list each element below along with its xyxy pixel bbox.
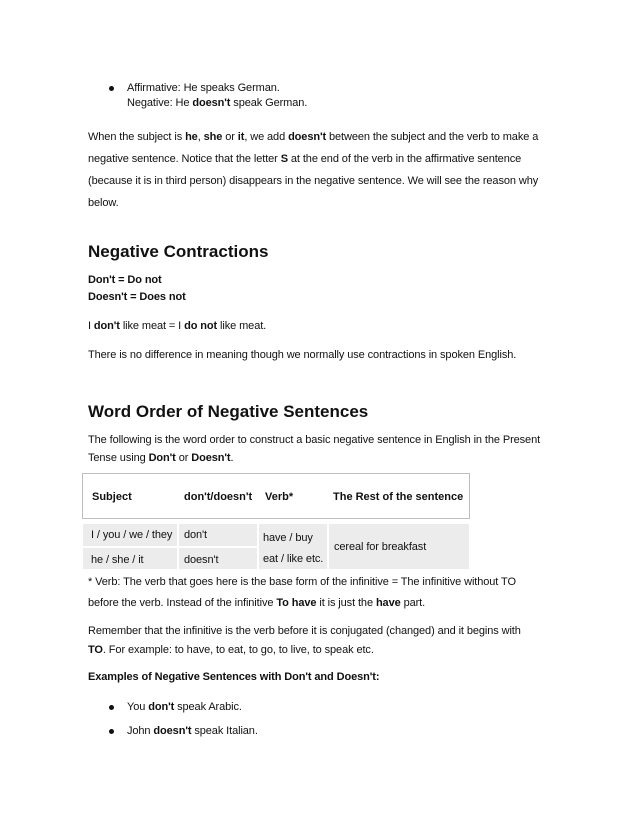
cell-text: he / she / it: [91, 554, 144, 566]
text-run: or: [175, 452, 192, 464]
cell-text: doesn't: [184, 554, 219, 566]
intro-line-2: [88, 152, 521, 166]
word-order-table: [82, 473, 470, 570]
bold-run: Doesn't: [191, 452, 231, 464]
example-item-2: [127, 724, 258, 738]
cell-text: cereal for breakfast: [334, 541, 427, 553]
examples-heading: Examples of Negative Sentences with Don't and Doesn't:: [88, 671, 380, 683]
cell-aux-1: [178, 523, 258, 547]
cell-aux-2: [178, 547, 258, 570]
text-run: Negative: He: [127, 97, 193, 109]
text-run: speak Arabic.: [174, 701, 242, 713]
intro-line-4: below.: [88, 197, 119, 209]
bullet-icon: [109, 705, 114, 710]
remember-line-1: Remember that the infinitive is the verb before it is conjugated (changed) and it begins with: [88, 625, 521, 637]
text-run: it is just the: [316, 597, 376, 609]
bold-run: have: [375, 597, 401, 609]
bold-run: doesn't: [192, 97, 231, 109]
text-run: John: [127, 725, 154, 737]
negative-example: [127, 96, 307, 110]
text-run: part.: [400, 597, 426, 609]
bold-run: it: [237, 131, 245, 143]
bold-run: doesn't: [288, 131, 327, 143]
doesnt-contraction: Doesn't = Does not: [88, 291, 186, 303]
bold-run: doesn't: [153, 725, 192, 737]
word-order-heading: Word Order of Negative Sentences: [88, 402, 369, 421]
cell-text: have / buy: [263, 532, 313, 544]
cell-text: I / you / we / they: [91, 529, 173, 541]
dont-contraction: Don't = Do not: [88, 274, 162, 286]
text-run: negative sentence. Notice that the letter: [88, 153, 281, 165]
remember-line-2: [88, 643, 374, 657]
bullet-icon: [109, 86, 114, 91]
bold-run: Don't: [148, 452, 176, 464]
text-run: between the subject and the verb to make a: [326, 131, 539, 143]
bold-run: don't: [93, 320, 120, 332]
intro-line-1: [88, 130, 538, 144]
word-order-line-2: [88, 451, 233, 465]
bold-run: do not: [184, 320, 218, 332]
text-run: or: [222, 131, 238, 143]
cell-text: eat / like etc.: [263, 553, 324, 565]
cell-subject-2: [82, 547, 178, 570]
text-run: . For example: to have, to eat, to go, to live, to speak etc.: [102, 644, 374, 656]
text-run: at the end of the verb in the affirmative sentence: [287, 153, 522, 165]
word-order-line-1: The following is the word order to construct a basic negative sentence in English in the Present: [88, 434, 541, 446]
text-run: speak Italian.: [191, 725, 258, 737]
text-run: before the verb. Instead of the infinitive: [88, 597, 277, 609]
verb-note-line-2: [88, 596, 425, 610]
text-run: like meat = I: [119, 320, 185, 332]
header-rest: The Rest of the sentence: [333, 491, 464, 503]
intro-line-3: (because it is in third person) disappears in the negative sentence. We will see the reason why: [88, 175, 539, 187]
cell-rest: [328, 523, 470, 570]
text-run: .: [230, 452, 234, 464]
text-run: When the subject is: [88, 131, 186, 143]
header-dont-doesnt: don't/doesn't: [184, 491, 253, 503]
cell-text: don't: [184, 529, 208, 541]
header-verb: Verb*: [265, 491, 294, 503]
text-run: You: [127, 701, 149, 713]
text-run: like meat.: [217, 320, 267, 332]
table-header-row: [82, 473, 470, 519]
bold-run: TO: [88, 644, 103, 656]
verb-note-line-1: * Verb: The verb that goes here is the base form of the infinitive = The infinitive without TO: [88, 576, 516, 588]
bullet-icon: [109, 729, 114, 734]
cell-subject-1: [82, 523, 178, 547]
affirmative-example: Affirmative: He speaks German.: [127, 82, 280, 94]
table-body: [82, 523, 470, 570]
bold-run: don't: [148, 701, 175, 713]
contraction-note: There is no difference in meaning though we normally use contractions in spoken English.: [88, 349, 517, 361]
text-run: speak German.: [230, 97, 308, 109]
contraction-example: [88, 319, 266, 333]
bold-run: he: [185, 131, 198, 143]
text-run: I: [88, 320, 94, 332]
bold-run: she: [203, 131, 223, 143]
text-run: Tense using: [88, 452, 149, 464]
header-subject: Subject: [92, 491, 132, 503]
cell-verb: [258, 523, 328, 570]
example-item-1: [127, 700, 242, 714]
bold-run: To have: [276, 597, 317, 609]
text-run: ,: [197, 131, 204, 143]
negative-contractions-heading: Negative Contractions: [88, 242, 269, 261]
text-run: , we add: [244, 131, 289, 143]
bold-run: S: [280, 153, 288, 165]
